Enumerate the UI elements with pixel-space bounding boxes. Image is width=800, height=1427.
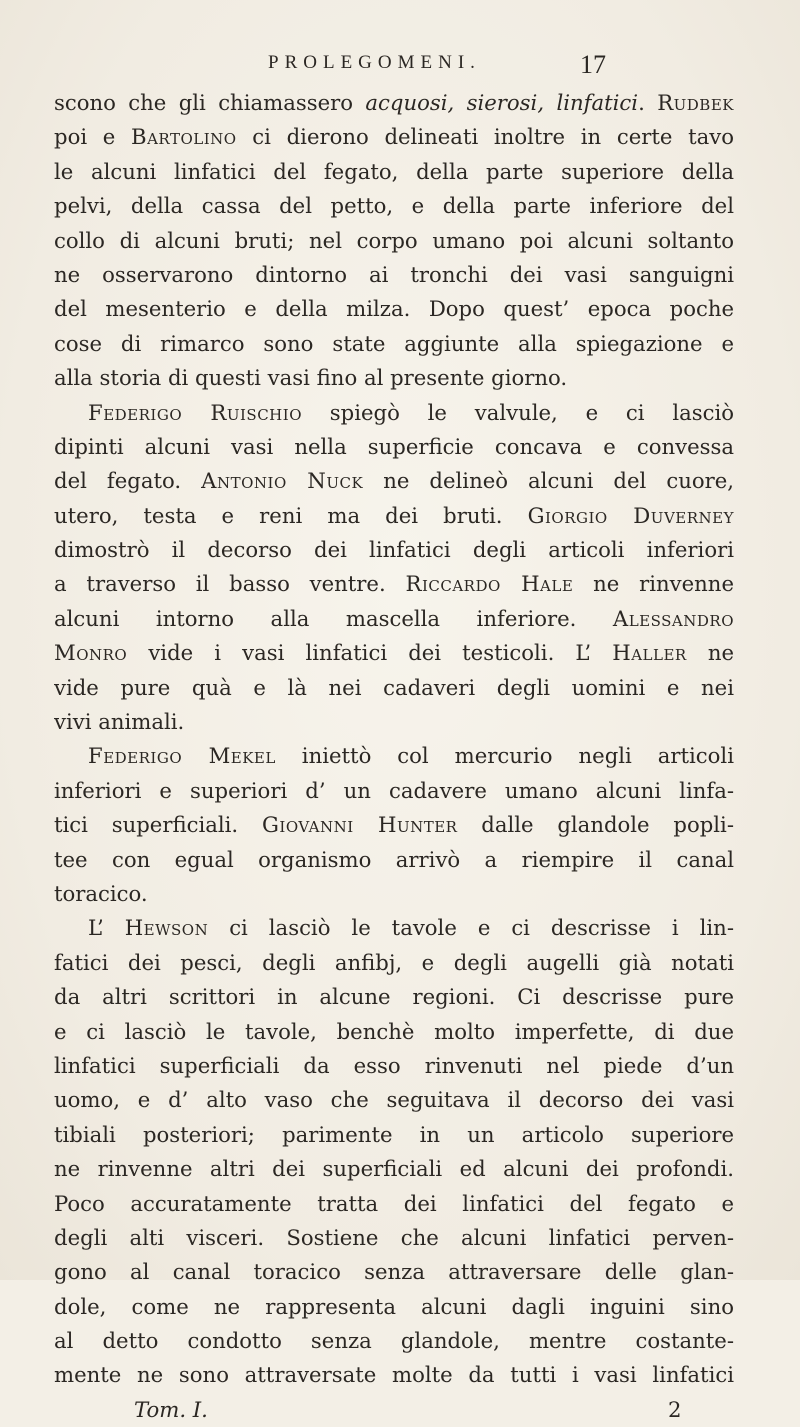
text-line-16: alcuni intorno alla mascella inferiore. Alessandro bbox=[54, 605, 734, 631]
text-line-10: Federigo Ruischio spiegò le valvule, e ci lasciò bbox=[88, 399, 734, 425]
text-line-4: pelvi, della cassa del petto, e della parte inferiore del bbox=[54, 193, 734, 219]
text-line-21: inferiori e superiori d’ un cadavere umano alcuni linfa- bbox=[54, 777, 734, 803]
text-line-27: da altri scrittori in alcune regioni. Ci descrisse pure bbox=[54, 984, 734, 1010]
text-line-15: a traverso il basso ventre. Riccardo Hale ne rinvenne bbox=[54, 571, 734, 597]
text-line-31: tibiali posteriori; parimente in un articolo superiore bbox=[54, 1121, 734, 1147]
text-line-23: tee con egual organismo arrivò a riempire il canal bbox=[54, 846, 734, 872]
name-rudbek: Rudbek bbox=[657, 90, 734, 115]
text-line-20: Federigo Mekel iniettò col mercurio negli articoli bbox=[88, 743, 734, 769]
page-header bbox=[0, 50, 800, 86]
name-bartolino: Bartolino bbox=[131, 124, 237, 150]
text-line-11: dipinti alcuni vasi nella superficie concava e convessa bbox=[54, 433, 734, 459]
name-haller: Haller bbox=[612, 640, 687, 666]
text-line-25: L’ Hewson ci lasciò le tavole e ci descrisse i lin- bbox=[88, 915, 734, 941]
name-alessandro: Alessandro bbox=[612, 605, 734, 631]
text-line-12: del fegato. Antonio Nuck ne delineò alcuni del cuore, bbox=[54, 468, 734, 494]
text-line-19: vivi animali. bbox=[54, 709, 185, 735]
text-line-22: tici superficiali. Giovanni Hunter dalle glandole popli- bbox=[54, 812, 734, 838]
signature-mark: 2 bbox=[668, 1396, 682, 1422]
text-line-30: uomo, e d’ alto vaso che seguitava il decorso dei vasi bbox=[54, 1087, 734, 1113]
text-line-13: utero, testa e reni ma dei bruti. Giorgio Duverney bbox=[54, 502, 734, 528]
text-line-3: le alcuni linfatici del fegato, della parte superiore della bbox=[54, 158, 734, 184]
name-federigo-mekel: Federigo Mekel bbox=[88, 743, 276, 769]
name-riccardo-hale: Riccardo Hale bbox=[405, 571, 574, 597]
text-line-36: dole, come ne rappresenta alcuni dagli inguini sino bbox=[54, 1293, 734, 1319]
text-line-14: dimostrò il decorso dei linfatici degli articoli inferiori bbox=[54, 537, 734, 563]
text-line-24: toracico. bbox=[54, 880, 148, 906]
text-line-5: collo di alcuni bruti; nel corpo umano poi alcuni soltanto bbox=[54, 227, 734, 253]
name-antonio-nuck: Antonio Nuck bbox=[201, 468, 364, 494]
text-line-29: linfatici superficiali da esso rinvenuti nel piede d’un bbox=[54, 1052, 734, 1078]
running-head: PROLEGOMENI. bbox=[268, 52, 481, 73]
name-giovanni-hunter: Giovanni Hunter bbox=[261, 812, 458, 838]
text-line-18: vide pure quà e là nei cadaveri degli uomini e nei bbox=[54, 674, 734, 700]
signature-line bbox=[54, 1393, 734, 1427]
name-giorgio-duverney: Giorgio Duverney bbox=[527, 502, 734, 528]
text-line-26: fatici dei pesci, degli anfibj, e degli augelli già notati bbox=[54, 949, 734, 975]
text-line-37: al detto condotto senza glandole, mentre costante- bbox=[54, 1328, 734, 1354]
text-line-2: poi e Bartolino ci dierono delineati inoltre in certe tavo bbox=[54, 124, 734, 150]
text-line-8: cose di rimarco sono state aggiunte alla spiegazione e bbox=[54, 330, 734, 356]
name-federigo-ruischio: Federigo Ruischio bbox=[88, 399, 302, 425]
text-line-1: scono che gli chiamassero acquosi, sierosi, linfatici. Rudbek bbox=[54, 90, 734, 115]
text-line-7: del mesenterio e della milza. Dopo quest’ epoca poche bbox=[54, 296, 734, 322]
page-number: 17 bbox=[580, 50, 606, 79]
volume-signature: Tom. I. bbox=[134, 1396, 208, 1422]
text-line-17: Monro vide i vasi linfatici dei testicoli. L’ Haller ne bbox=[54, 640, 734, 666]
text-line-34: degli alti visceri. Sostiene che alcuni linfatici perven- bbox=[54, 1224, 734, 1250]
text-line-9: alla storia di questi vasi fino al presente giorno. bbox=[54, 365, 568, 391]
text-line-6: ne osservarono dintorno ai tronchi dei vasi sanguigni bbox=[54, 261, 734, 287]
text-line-28: e ci lasciò le tavole, benchè molto imperfette, di due bbox=[54, 1018, 734, 1044]
body-text bbox=[54, 86, 734, 1427]
name-hewson: Hewson bbox=[124, 915, 209, 941]
text-line-33: Poco accuratamente tratta dei linfatici del fegato e bbox=[54, 1190, 734, 1216]
text-line-32: ne rinvenne altri dei superficiali ed alcuni dei profondi. bbox=[54, 1156, 734, 1182]
text-line-38: mente ne sono attraversate molte da tutti i vasi linfatici bbox=[54, 1362, 734, 1388]
name-monro: Monro bbox=[54, 640, 128, 666]
text-line-35: gono al canal toracico senza attraversare delle glan- bbox=[54, 1259, 734, 1285]
